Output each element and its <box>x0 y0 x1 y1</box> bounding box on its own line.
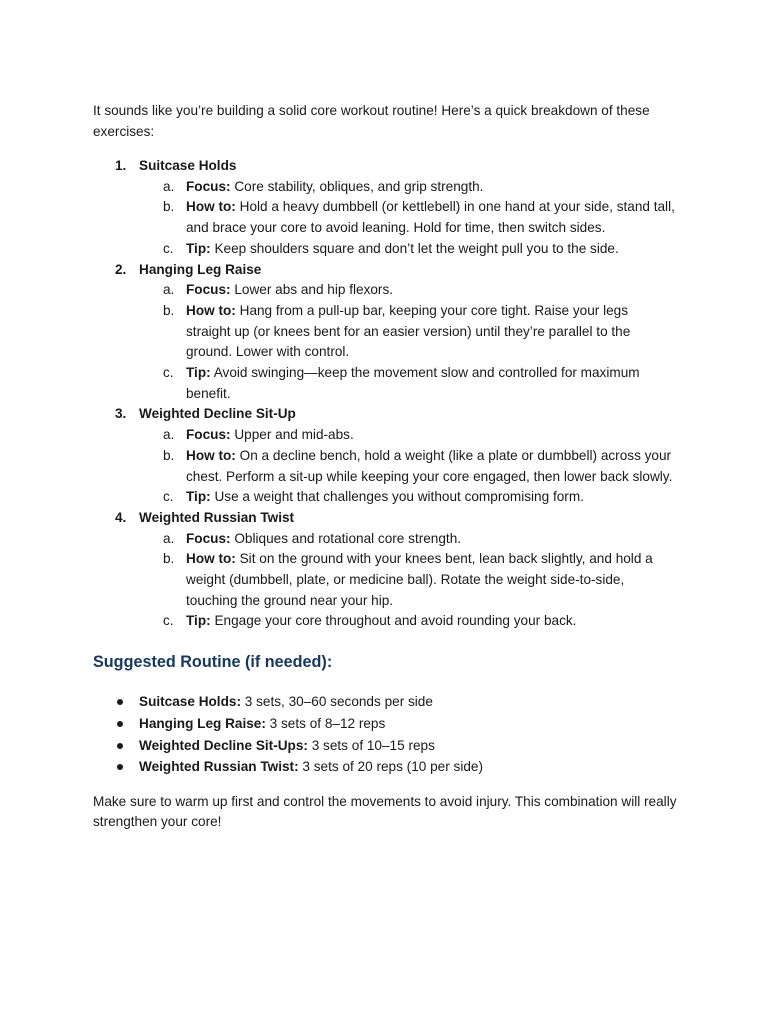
routine-text: 3 sets of 8–12 reps <box>265 715 386 731</box>
routine-label: Suitcase Holds: <box>139 694 241 710</box>
exercise-title: Suitcase Holds <box>139 158 237 173</box>
detail-letter: b. <box>163 302 175 318</box>
bullet-icon <box>117 721 123 727</box>
detail-label: How to: <box>186 551 236 567</box>
bullet-icon <box>117 743 123 749</box>
detail-text: Hang from a pull-up bar, keeping your core tight. Raise your legs straight up (or knees bent for an easier version) until they’re parallel to the ground. Lower with control. <box>186 302 631 360</box>
exercise-details <box>139 425 676 508</box>
routine-heading: Suggested Routine (if needed): <box>93 653 333 672</box>
detail-item <box>139 611 676 632</box>
detail-label: Tip: <box>186 613 211 629</box>
detail-text: Core stability, obliques, and grip strength. <box>230 178 484 194</box>
exercise-number: 2. <box>115 261 127 277</box>
detail-item <box>139 239 676 260</box>
detail-text: Avoid swinging—keep the movement slow and controlled for maximum benefit. <box>186 365 640 401</box>
detail-label: Tip: <box>186 240 211 256</box>
exercise-item <box>93 260 676 405</box>
detail-label: Focus: <box>186 530 231 546</box>
detail-item <box>139 301 676 363</box>
detail-label: Focus: <box>186 282 231 298</box>
detail-letter: a. <box>163 178 175 194</box>
detail-item <box>139 529 676 550</box>
bullet-icon <box>117 764 123 770</box>
exercise-title: Hanging Leg Raise <box>139 261 262 277</box>
detail-text: Sit on the ground with your knees bent, lean back slightly, and hold a weight (dumbbell, plate, or medicine ball). Rotate the weight side-to-side, touching the ground near your hip. <box>186 551 653 608</box>
routine-item <box>93 735 676 757</box>
detail-letter: a. <box>163 282 175 298</box>
exercise-number: 1. <box>115 158 127 173</box>
detail-text: On a decline bench, hold a weight (like a plate or dumbbell) across your chest. Perform a sit-up while keeping your core engaged, then lower back slowly. <box>186 447 673 484</box>
exercise-title: Weighted Decline Sit-Up <box>139 406 296 422</box>
routine-label: Weighted Russian Twist: <box>139 759 299 775</box>
detail-label: How to: <box>186 447 236 463</box>
detail-item <box>139 425 676 446</box>
detail-text: Upper and mid-abs. <box>230 427 354 443</box>
exercise-item <box>93 156 676 260</box>
detail-label: Focus: <box>186 427 231 443</box>
routine-text: 3 sets of 20 reps (10 per side) <box>298 759 483 775</box>
detail-item <box>139 446 676 487</box>
detail-letter: b. <box>163 199 175 215</box>
exercise-details <box>139 280 676 404</box>
routine-list <box>93 691 676 778</box>
detail-letter: c. <box>163 240 174 256</box>
routine-label: Hanging Leg Raise: <box>139 715 266 731</box>
detail-text: Lower abs and hip flexors. <box>230 282 394 298</box>
exercise-item <box>93 404 676 508</box>
detail-text: Engage your core throughout and avoid rounding your back. <box>210 613 577 629</box>
detail-letter: a. <box>163 427 175 443</box>
routine-text: 3 sets, 30–60 seconds per side <box>240 694 433 710</box>
detail-text: Use a weight that challenges you without compromising form. <box>210 489 584 505</box>
detail-letter: c. <box>163 365 174 381</box>
detail-text: Hold a heavy dumbbell (or kettlebell) in one hand at your side, stand tall, and brace your core to avoid leaning. Hold for time, then switch sides. <box>186 199 675 236</box>
intro-paragraph: It sounds like you’re building a solid core workout routine! Here’s a quick breakdown of these exercises: <box>93 103 650 139</box>
detail-letter: b. <box>163 551 175 567</box>
exercise-number: 4. <box>115 509 127 525</box>
detail-letter: c. <box>163 489 174 505</box>
detail-item <box>139 280 676 301</box>
routine-text: 3 sets of 10–15 reps <box>307 737 435 753</box>
detail-letter: b. <box>163 447 175 463</box>
detail-text: Keep shoulders square and don’t let the weight pull you to the side. <box>210 240 619 256</box>
detail-label: How to: <box>186 199 236 215</box>
routine-item <box>93 713 676 735</box>
detail-item <box>139 363 676 404</box>
detail-letter: c. <box>163 613 174 629</box>
routine-item <box>93 691 676 713</box>
detail-item <box>139 177 676 198</box>
detail-item <box>139 197 676 238</box>
exercise-details <box>139 177 676 260</box>
bullet-icon <box>117 699 123 705</box>
routine-label: Weighted Decline Sit-Ups: <box>139 737 308 753</box>
exercise-details <box>139 529 676 633</box>
detail-label: How to: <box>186 302 236 318</box>
routine-item <box>93 756 676 778</box>
detail-label: Focus: <box>186 178 231 194</box>
outro-paragraph: Make sure to warm up first and control the movements to avoid injury. This combination will really strengthen your core! <box>93 793 677 830</box>
detail-item <box>139 549 676 611</box>
detail-item <box>139 487 676 508</box>
exercise-list <box>93 156 676 632</box>
detail-text: Obliques and rotational core strength. <box>230 530 462 546</box>
exercise-title: Weighted Russian Twist <box>139 509 295 525</box>
detail-label: Tip: <box>186 489 211 505</box>
exercise-item <box>93 508 676 632</box>
detail-letter: a. <box>163 530 175 546</box>
exercise-number: 3. <box>115 406 127 422</box>
detail-label: Tip: <box>186 365 211 381</box>
